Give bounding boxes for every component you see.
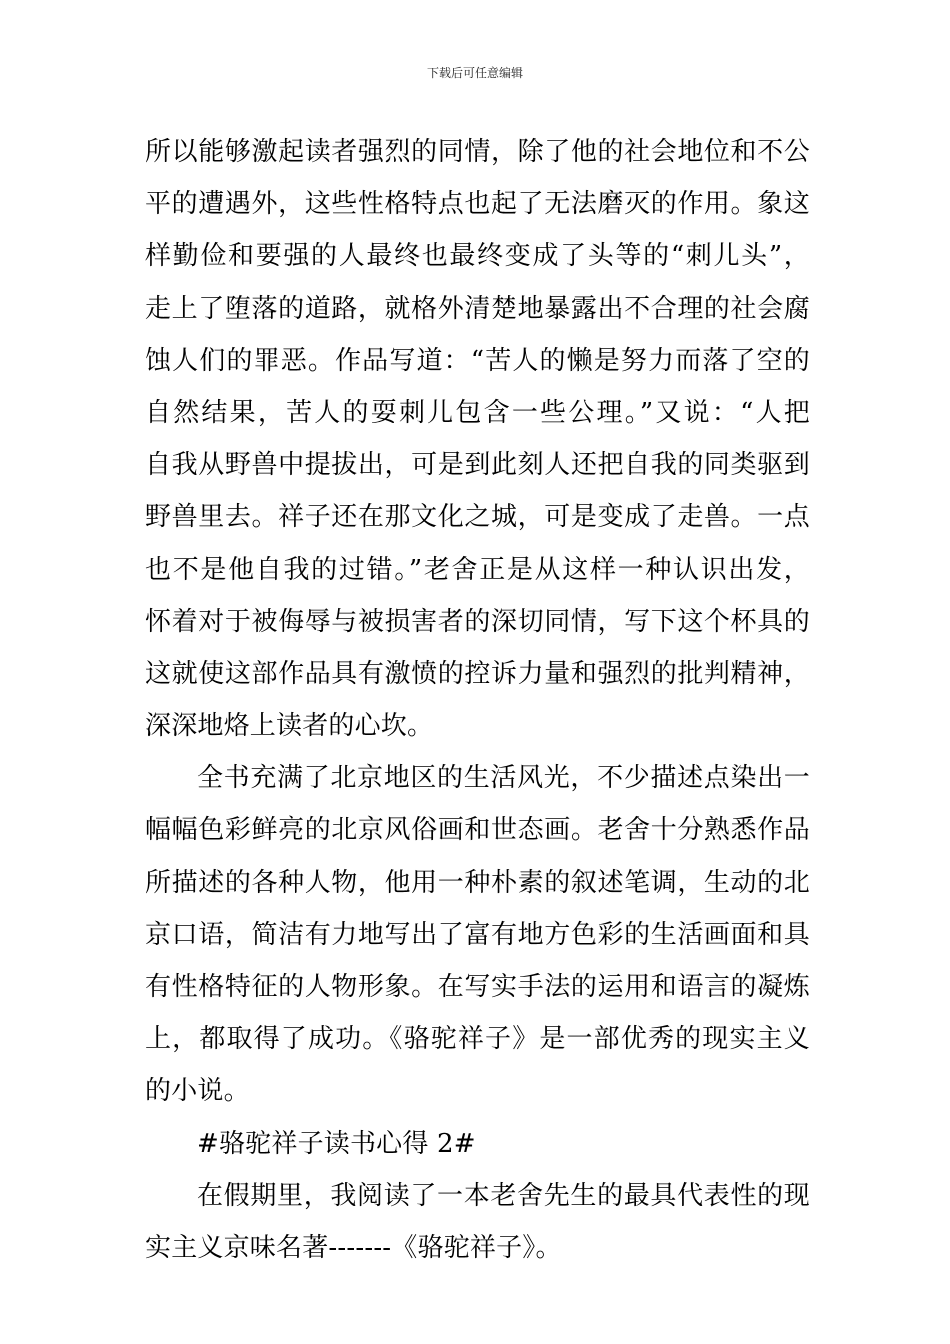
text-line: 自然结果，苦人的耍刺儿包含一些公理。”又说：“人把 <box>145 397 810 428</box>
text-line: 样勤俭和要强的人最终也最终变成了头等的“刺儿头”， <box>145 241 810 272</box>
section-heading: #骆驼祥子读书心得 2# <box>197 1128 476 1159</box>
text-line: 有性格特征的人物形象。在写实手法的运用和语言的凝炼 <box>145 972 810 1002</box>
text-line: 京口语，简洁有力地写出了富有地方色彩的生活画面和具 <box>145 919 810 950</box>
text-line: 实主义京味名著-------《骆驼祥子》。 <box>145 1232 562 1263</box>
text-line: 也不是他自我的过错。”老舍正是从这样一种认识出发， <box>145 554 810 585</box>
text-line: 蚀人们的罪恶。作品写道：“苦人的懒是努力而落了空的 <box>145 345 810 376</box>
text-line: 所描述的各种人物，他用一种朴素的叙述笔调，生动的北 <box>145 867 810 898</box>
text-line: 所以能够激起读者强烈的同情，除了他的社会地位和不公 <box>145 137 810 167</box>
text-line: 走上了堕落的道路，就格外清楚地暴露出不合理的社会腐 <box>145 293 810 324</box>
text-line: 幅幅色彩鲜亮的北京风俗画和世态画。老舍十分熟悉作品 <box>145 815 810 846</box>
text-line: 这就使这部作品具有激愤的控诉力量和强烈的批判精神， <box>145 658 810 689</box>
paragraph-start-line: 在假期里，我阅读了一本老舍先生的最具代表性的现 <box>197 1180 810 1211</box>
text-line: 怀着对于被侮辱与被损害者的深切同情，写下这个杯具的 <box>145 606 810 637</box>
page-header-note: 下载后可任意编辑 <box>426 66 523 80</box>
paragraph-start-line: 全书充满了北京地区的生活风光，不少描述点染出一 <box>197 763 810 794</box>
text-line: 自我从野兽中提拔出，可是到此刻人还把自我的同类驱到 <box>145 450 810 481</box>
text-line: 深深地烙上读者的心坎。 <box>145 711 434 742</box>
text-line: 上，都取得了成功。《骆驼祥子》是一部优秀的现实主义 <box>145 1024 810 1055</box>
text-line: 的小说。 <box>145 1076 250 1107</box>
document-body <box>145 126 810 1274</box>
text-line: 野兽里去。祥子还在那文化之城，可是变成了走兽。一点 <box>145 502 810 533</box>
text-line: 平的遭遇外，这些性格特点也起了无法磨灭的作用。象这 <box>145 189 810 220</box>
